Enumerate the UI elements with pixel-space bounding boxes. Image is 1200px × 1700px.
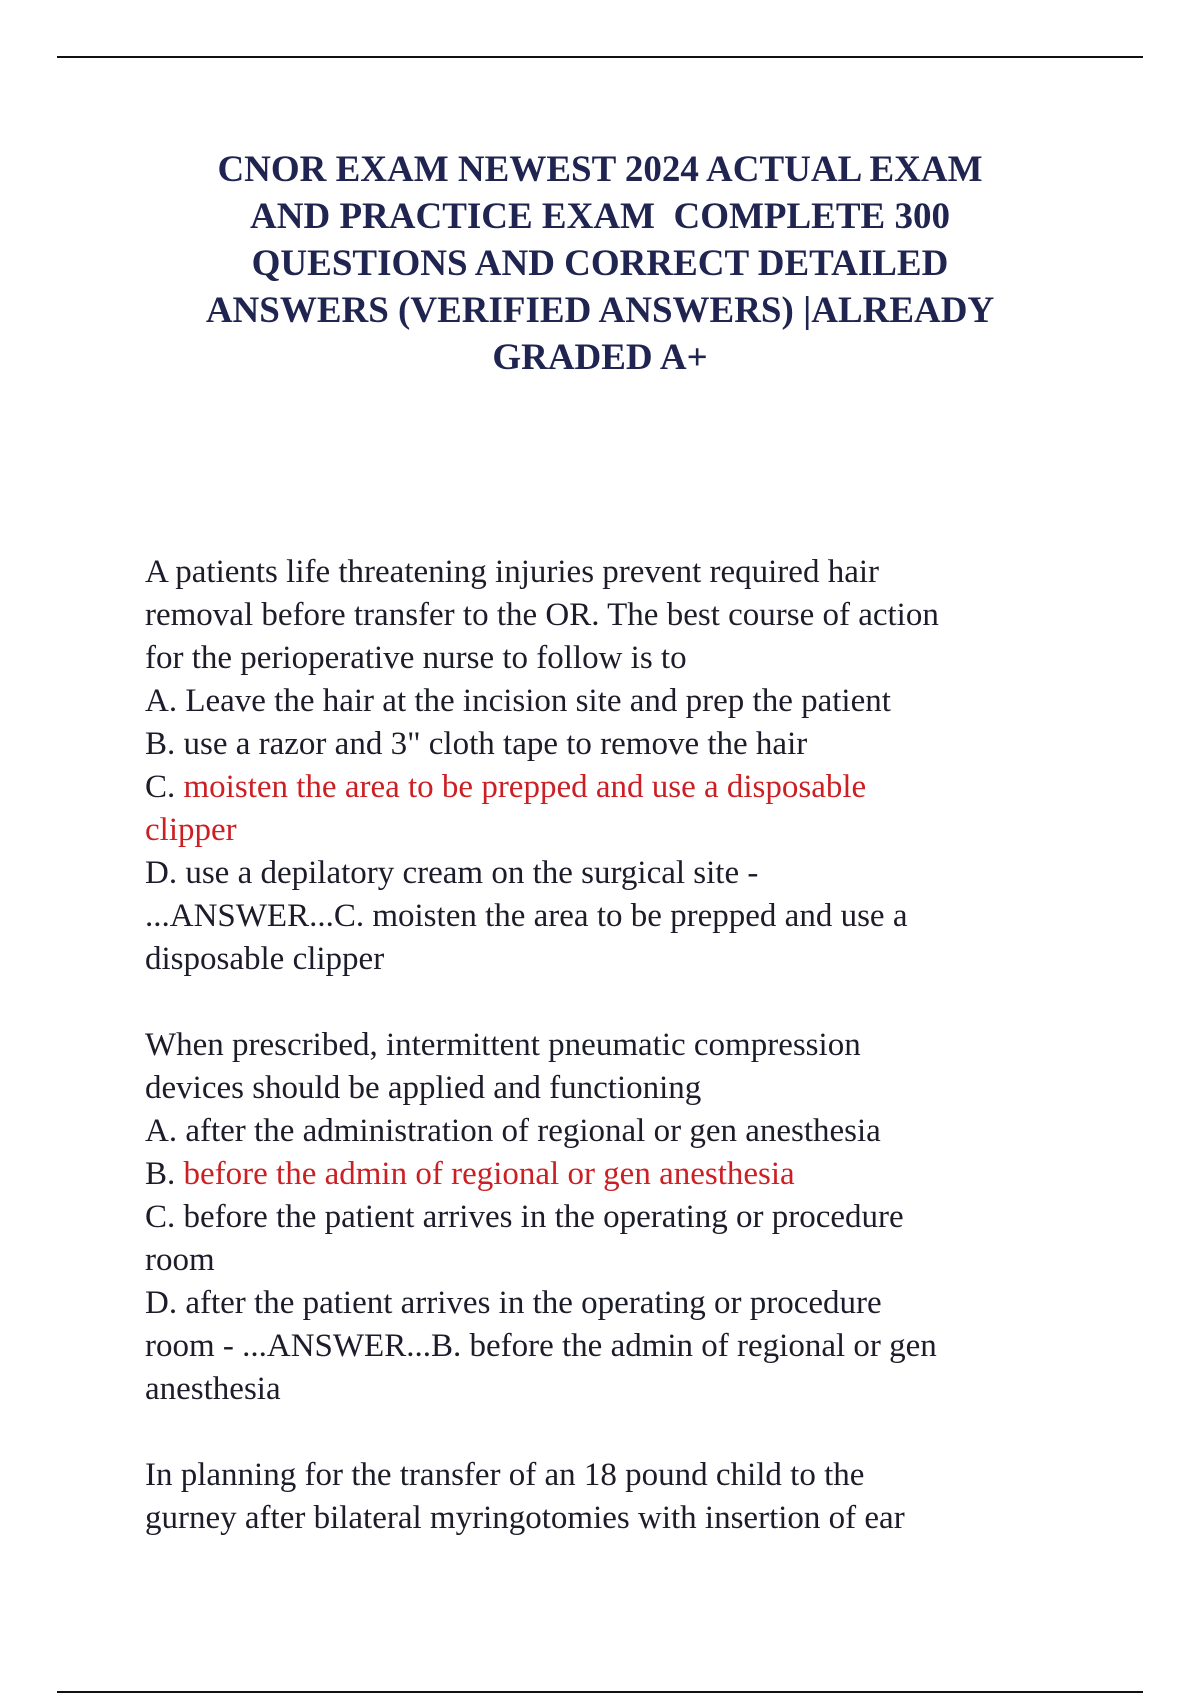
- title-line: GRADED A+: [492, 337, 708, 378]
- option-c: C. before the patient arrives in the operating or procedure: [145, 1199, 904, 1235]
- question-stem-line: for the perioperative nurse to follow is to: [145, 640, 687, 676]
- title-line: AND PRACTICE EXAM COMPLETE 300: [250, 196, 950, 237]
- option-a: A. after the administration of regional or gen anesthesia: [145, 1113, 881, 1149]
- document-body: [145, 551, 1065, 1540]
- question-1: [145, 551, 1065, 981]
- option-b: B. use a razor and 3" cloth tape to remove the hair: [145, 726, 808, 762]
- option-c: [145, 766, 1065, 809]
- question-stem-line: removal before transfer to the OR. The best course of action: [145, 597, 939, 633]
- top-rule: [57, 56, 1143, 58]
- option-c-prefix: C.: [145, 769, 184, 805]
- option-d: D. use a depilatory cream on the surgical site -: [145, 855, 759, 891]
- answer-line: disposable clipper: [145, 941, 385, 977]
- correct-option-text: clipper: [145, 812, 237, 848]
- question-stem-line: devices should be applied and functioning: [145, 1070, 702, 1106]
- question-stem-line: A patients life threatening injuries prevent required hair: [145, 554, 879, 590]
- option-b: [145, 1153, 1065, 1196]
- paragraph-gap: [145, 1411, 1065, 1454]
- document-title: [140, 146, 1060, 381]
- question-2: [145, 1024, 1065, 1411]
- option-a: A. Leave the hair at the incision site and prep the patient: [145, 683, 891, 719]
- question-3: [145, 1454, 1065, 1540]
- title-line: QUESTIONS AND CORRECT DETAILED: [251, 243, 949, 284]
- answer-line: ...ANSWER...C. moisten the area to be prepped and use a: [145, 898, 908, 934]
- option-c: room: [145, 1242, 215, 1278]
- question-stem-line: In planning for the transfer of an 18 pound child to the: [145, 1457, 865, 1493]
- option-d: D. after the patient arrives in the operating or procedure: [145, 1285, 882, 1321]
- correct-option-text: before the admin of regional or gen anesthesia: [183, 1156, 795, 1192]
- option-d: room - ...ANSWER...B. before the admin of regional or gen: [145, 1328, 937, 1364]
- option-d: anesthesia: [145, 1371, 281, 1407]
- paragraph-gap: [145, 981, 1065, 1024]
- question-stem-line: When prescribed, intermittent pneumatic compression: [145, 1027, 861, 1063]
- option-b-prefix: B.: [145, 1156, 184, 1192]
- correct-option-text: moisten the area to be prepped and use a disposable: [183, 769, 867, 805]
- title-line: CNOR EXAM NEWEST 2024 ACTUAL EXAM: [217, 149, 983, 190]
- title-line: ANSWERS (VERIFIED ANSWERS) |ALREADY: [205, 290, 995, 331]
- bottom-rule: [57, 1691, 1143, 1693]
- question-stem-line: gurney after bilateral myringotomies with insertion of ear: [145, 1500, 905, 1536]
